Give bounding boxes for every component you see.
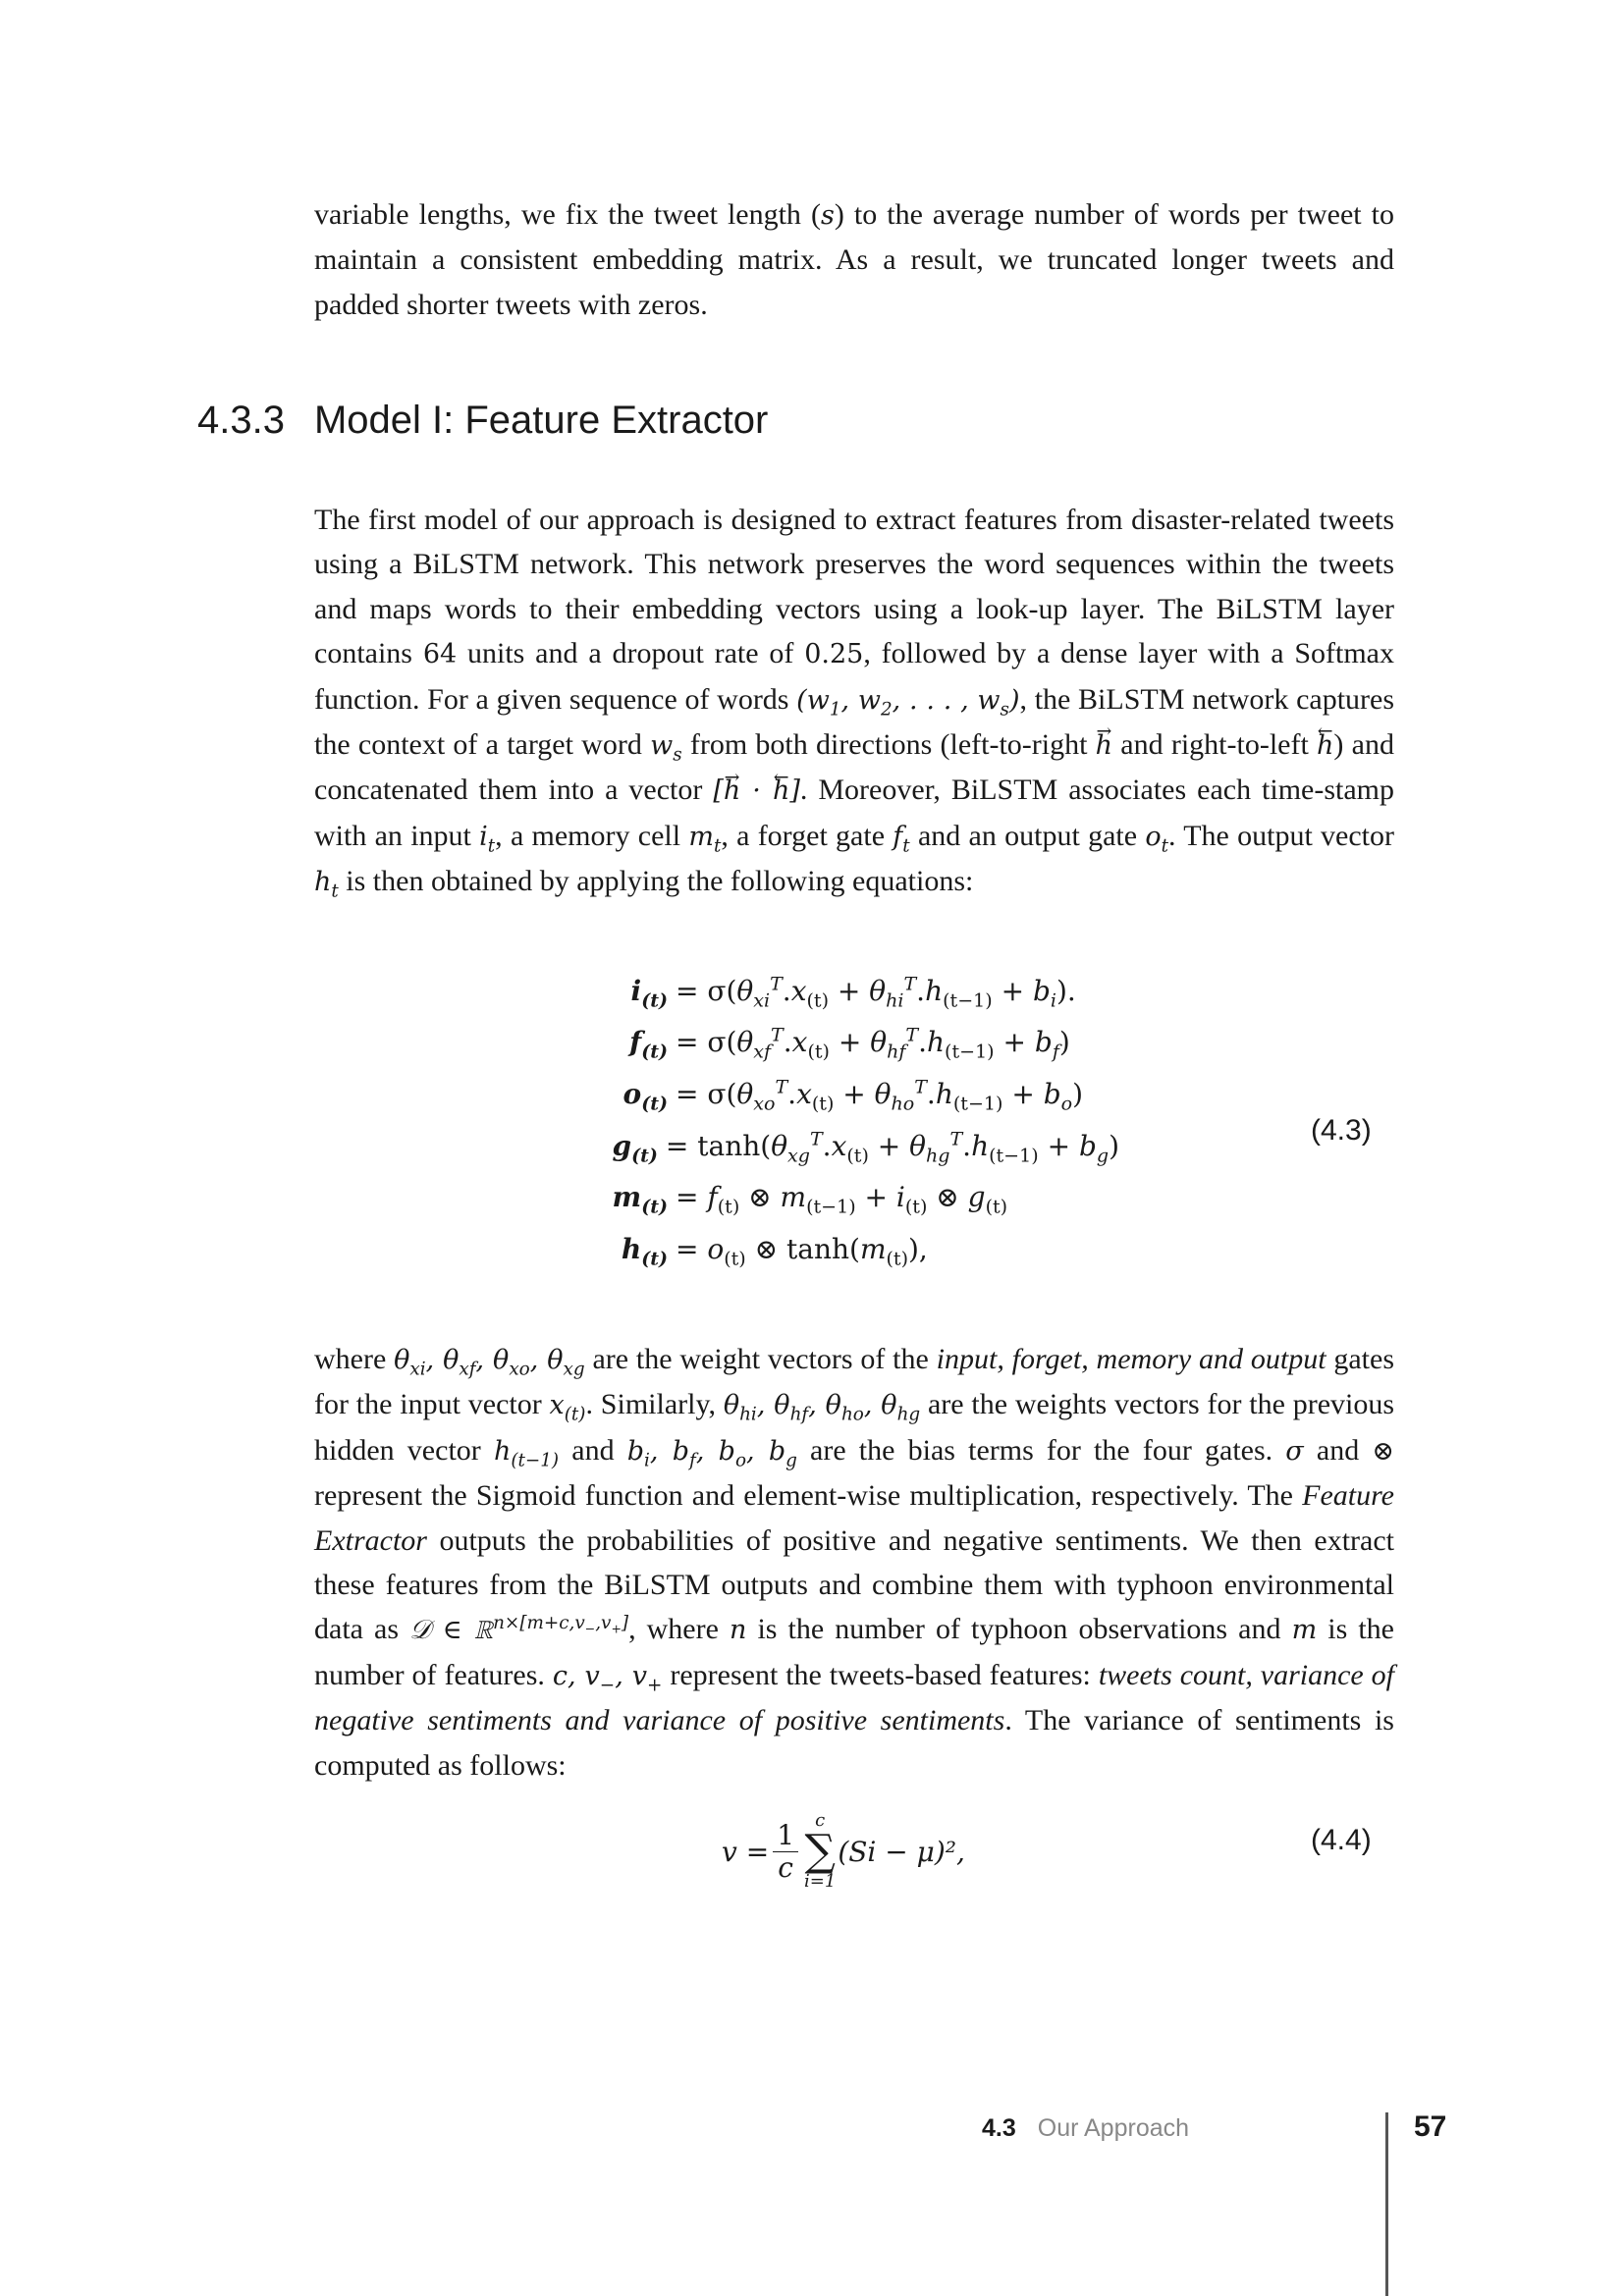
p1-text-7: ) and concatenated them into a vector — [314, 728, 1394, 807]
equation-row — [530, 1171, 1119, 1223]
p1-text-6: and right-to-left — [1112, 728, 1318, 762]
p2-text-15: is the number of features. — [314, 1613, 1394, 1691]
tweet-features: c, $v_-$, $v_+$ — [552, 1660, 663, 1696]
p2-text-6: are the weights vectors for the previous hidden vector — [314, 1388, 1395, 1467]
sigma-sum-icon: ∑ — [804, 1826, 836, 1876]
eq-lhs-memory: $m_{(t)}$ — [612, 1181, 668, 1218]
p2-text-16: represent the tweets-based features: — [662, 1658, 1099, 1691]
sum-lower: i=1 — [804, 1871, 837, 1892]
p2-feature-extractor-italic: Feature Extractor — [314, 1479, 1394, 1557]
p2-text-9: and — [1303, 1433, 1373, 1467]
eq-lhs-forget: $f_{(t)}$ — [629, 1026, 668, 1063]
p2-features-italic: tweets count, variance of negative sentiments and variance of positive sentiments — [314, 1658, 1394, 1737]
frac-numerator: 1 — [773, 1820, 798, 1852]
p1-text-1: The first model of our approach is designed to extract features from disaster-related tweets using a BiLSTM network. This network preserves the word sequences within the tweets and maps words to their embedding vectors using a look-up layer. The BiLSTM layer contains — [314, 504, 1394, 670]
m-var: m — [1291, 1615, 1318, 1646]
p1-text-5: from both directions (left-to-right — [681, 728, 1096, 762]
running-footer — [982, 2114, 1189, 2143]
p2-text-5: . Similarly, — [585, 1388, 724, 1421]
lstm-equations — [530, 965, 1119, 1275]
theta-x: $\theta_{xi}$, $\theta_{xf}$, $\theta_{xo}$, $\theta_{xg}$ — [394, 1345, 585, 1380]
p1-text-13: is then obtained by applying the following equations: — [338, 865, 974, 898]
memory-var: $m_t$ — [688, 821, 722, 857]
frac-denominator: c — [778, 1850, 793, 1884]
units-value: 64 — [422, 639, 458, 670]
page-number: 57 — [1414, 2110, 1447, 2143]
p2-text-1: where — [314, 1343, 395, 1375]
section-title: Model I: Feature Extractor — [313, 399, 769, 442]
eq-lhs-output: $o_{(t)}$ — [623, 1077, 668, 1115]
eq44-rhs: (Si − μ)², — [838, 1835, 965, 1868]
footer-section-number: 4.3 — [982, 2114, 1016, 2142]
p1-text-11: and an output gate — [909, 819, 1146, 852]
equation-row — [530, 1017, 1119, 1069]
data-matrix: 𝒟 ∈ ℝ$^{n\times[m+c,v_-,v_+]}$ — [409, 1613, 629, 1646]
eq-rhs-input: = $\sigma(\theta_{xi}^T.x_{(t)} + \theta_{hi}^T.h_{(t-1)} + b_i)$. — [676, 973, 1076, 1012]
eq-rhs-hidden: = $o_{(t)}$ ⊗ $\tanh(m_{(t)})$, — [676, 1232, 928, 1270]
p1-text-12: . The output vector — [1167, 819, 1395, 852]
p1-text-2: units and a dropout rate of — [457, 637, 805, 670]
bias-terms: $b_i$, $b_f$, $b_o$, $b_g$ — [626, 1435, 797, 1471]
eq-rhs-gate: = $\tanh(\theta_{xg}^T.x_{(t)} + \theta_{hg}^T.h_{(t-1)} + b_g)$ — [665, 1128, 1119, 1167]
equation-row — [530, 1120, 1119, 1172]
backward-hidden: ← h — [1317, 723, 1333, 768]
fraction — [773, 1820, 798, 1884]
output-var: $o_t$ — [1145, 821, 1168, 857]
p2-text-4: gates for the input vector — [314, 1343, 1395, 1421]
hidden-var: $h_t$ — [314, 867, 339, 902]
p2-text-7: and — [559, 1433, 627, 1467]
p2-text-13: , where — [628, 1613, 730, 1646]
footer-section-title: Our Approach — [1037, 2114, 1190, 2142]
intro-paragraph: variable lengths, we fix the tweet length (s) to the average number of words per tweet to maintain a consistent embedding matrix. As a result, we truncated longer tweets and padded shorter tweets with zeros. — [314, 198, 1395, 321]
word-sequence: ($w_1$, $w_2$, . . . , $w_s$) — [796, 684, 1020, 721]
summation — [804, 1812, 836, 1891]
p1-text-9: , a memory cell — [495, 819, 689, 852]
forget-var: $f_t$ — [893, 821, 910, 857]
p2-gates-italic: input, forget, memory and output — [936, 1343, 1326, 1375]
section-heading — [197, 399, 768, 443]
variance-equation — [722, 1812, 965, 1891]
eq-lhs-gate: $g_{(t)}$ — [612, 1129, 658, 1167]
n-var: n — [730, 1615, 747, 1646]
eq-lhs-input: $i_{(t)}$ — [630, 974, 668, 1012]
eq-rhs-forget: = $\sigma(\theta_{xf}^T.x_{(t)} + \theta_{hf}^T.h_{(t-1)} + b_f)$ — [676, 1025, 1070, 1063]
p2-text-2: are the weight vectors of the — [584, 1343, 937, 1375]
equation-row — [530, 1068, 1119, 1120]
input-var: $i_t$ — [479, 821, 496, 857]
concat-vector: [→ h · ← h] — [713, 775, 800, 806]
footer-rule — [1385, 2112, 1388, 2296]
sum-upper: c — [815, 1810, 826, 1831]
equation-number-4-3: (4.3) — [1311, 1114, 1372, 1147]
eq-rhs-output: = $\sigma(\theta_{xo}^T.x_{(t)} + \theta_{ho}^T.h_{(t-1)} + b_o)$ — [676, 1076, 1084, 1115]
sigma-symbol: σ — [1285, 1435, 1304, 1467]
paragraph-weights — [314, 1337, 1394, 1788]
prev-hidden: $h_{(t-1)}$ — [493, 1435, 560, 1471]
p1-text-4: , the BiLSTM network captures the context of a target word — [314, 682, 1395, 762]
dropout-value: 0.25 — [804, 639, 864, 670]
p1-text-3: , followed by a dense layer with a Softmax function. For a given sequence of words — [314, 637, 1394, 716]
paragraph-feature-extractor — [314, 498, 1394, 905]
p2-text-14: is the number of typhoon observations and — [746, 1613, 1292, 1646]
eq-lhs-hidden: $h_{(t)}$ — [621, 1232, 668, 1270]
p2-text-12: outputs the probabilities of positive and negative sentiments. We then extract these features from the BiLSTM outputs and combine them with typhoon environmental data as — [314, 1523, 1394, 1646]
eq-rhs-memory: = $f_{(t)}$ ⊗ $m_{(t-1)} + i_{(t)}$ ⊗ $g_{(t)}$ — [676, 1181, 1008, 1218]
input-vector: $x_{(t)}$ — [549, 1390, 586, 1425]
equation-number-4-4: (4.4) — [1311, 1824, 1372, 1856]
p2-text-10: represent the Sigmoid function and element-wise multiplication, respectively. The — [314, 1479, 1303, 1513]
equation-row — [530, 1223, 1119, 1275]
p2-text-8: are the bias terms for the four gates. — [796, 1433, 1286, 1467]
eq44-lhs: v = — [722, 1835, 770, 1868]
target-word: $w_s$ — [650, 730, 682, 766]
p2-text-18: . The variance of sentiments is computed as follows: — [314, 1704, 1394, 1782]
theta-h: $\theta_{hi}$, $\theta_{hf}$, $\theta_{ho}$, $\theta_{hg}$ — [723, 1390, 921, 1425]
section-number: 4.3.3 — [197, 399, 285, 442]
equation-row — [530, 965, 1119, 1017]
otimes-symbol: ⊗ — [1372, 1435, 1394, 1467]
forward-hidden: → h — [1096, 723, 1112, 768]
p1-text-8: . Moreover, BiLSTM associates each time-stamp with an input — [314, 774, 1395, 852]
p1-text-10: , a forget gate — [721, 819, 893, 852]
